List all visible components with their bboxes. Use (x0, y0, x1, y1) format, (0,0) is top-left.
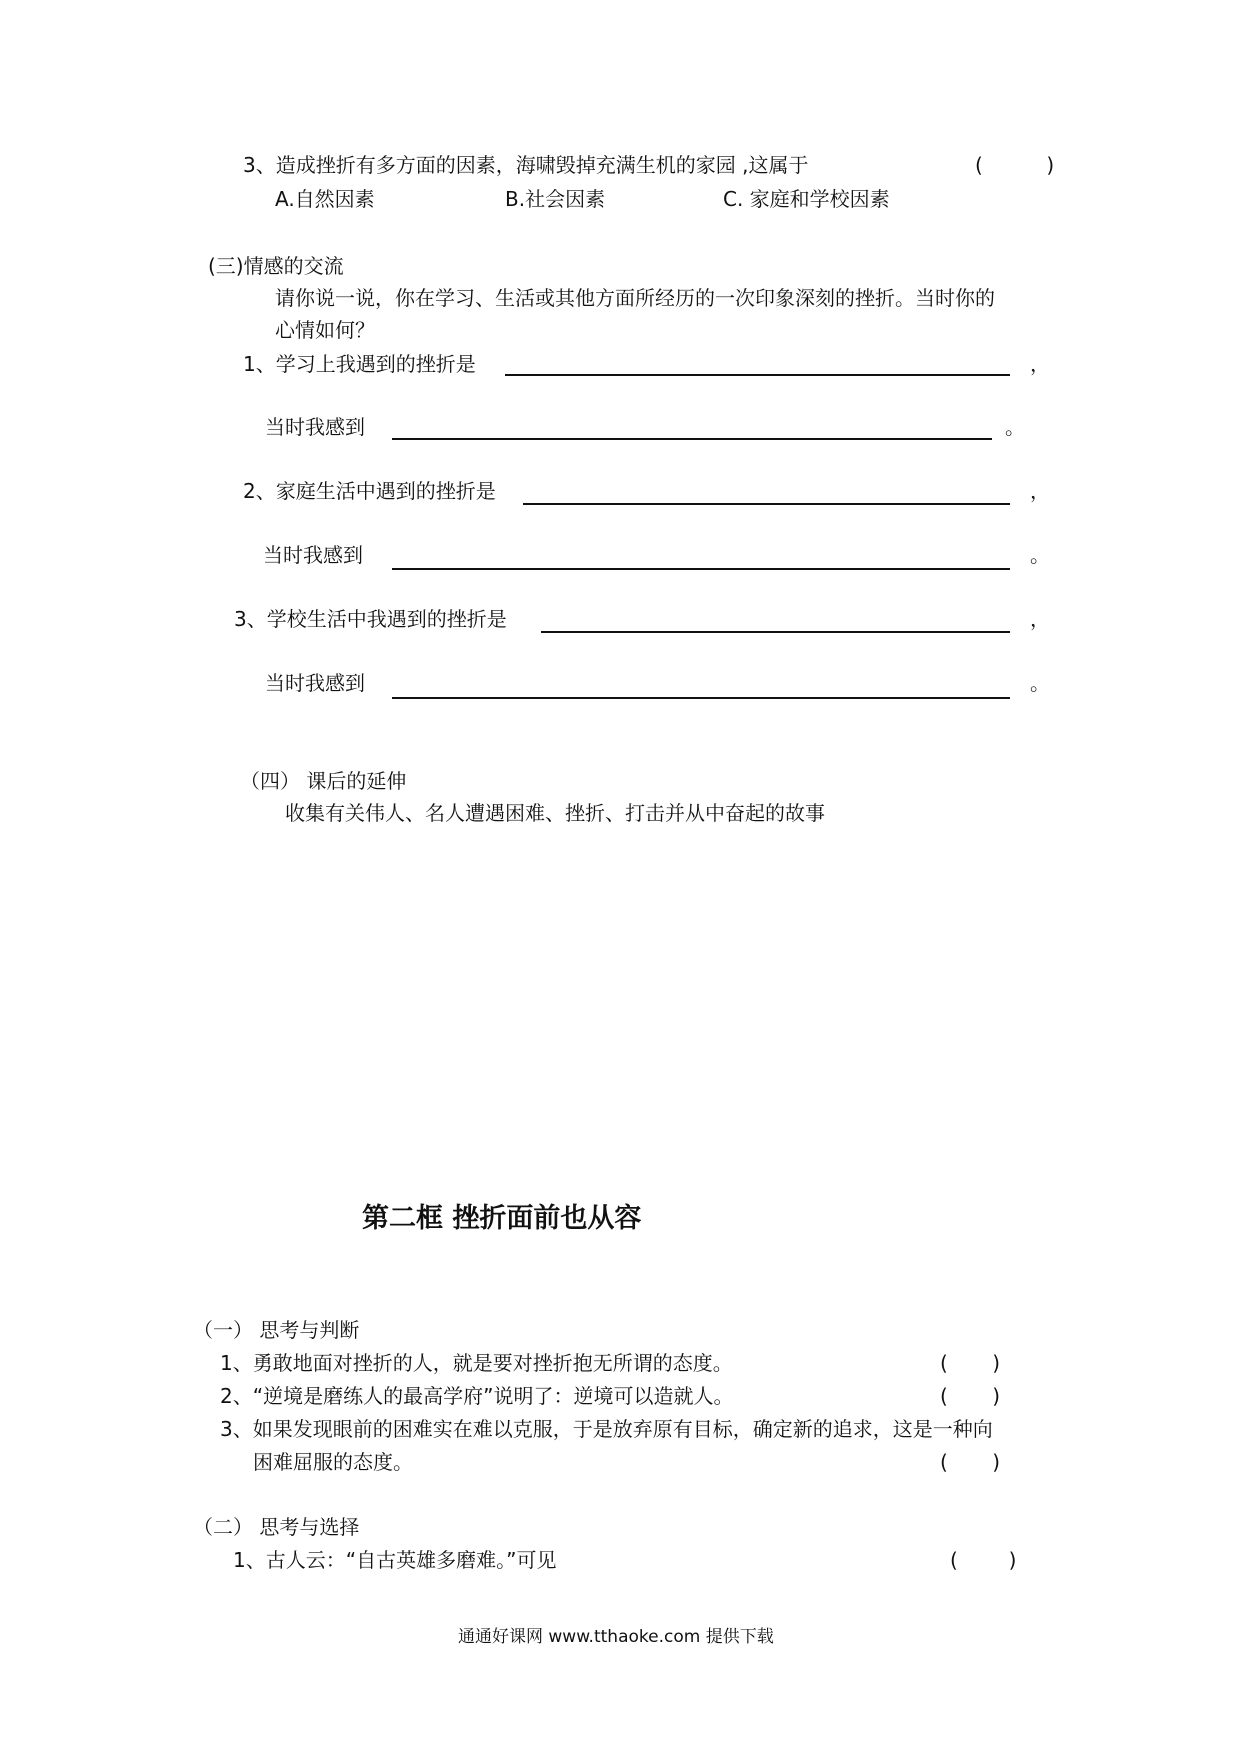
fill-blank-1[interactable] (505, 374, 1010, 376)
judge-item-1: 1、勇敢地面对挫折的人，就是要对挫折抱无所谓的态度。 (220, 1351, 733, 1375)
choice-parentheses-1[interactable]: ( ) (950, 1548, 1017, 1572)
feeling-label-3: 当时我感到 (265, 671, 365, 695)
period-2: 。 (1030, 543, 1050, 567)
feeling-blank-1[interactable] (392, 438, 992, 440)
comma-3: ， (1030, 607, 1050, 631)
fill-blank-2[interactable] (523, 503, 1010, 505)
judge-parentheses-1[interactable]: ( ) (940, 1351, 1001, 1375)
judge-item-3-continuation: 困难屈服的态度。 (253, 1450, 413, 1474)
fill-question-3: 3、学校生活中我遇到的挫折是 (234, 607, 507, 631)
option-b: B.社会因素 (505, 187, 606, 211)
choice-section-title: （二） 思考与选择 (193, 1515, 360, 1539)
judge-section-title: （一） 思考与判断 (193, 1318, 360, 1342)
option-a: A.自然因素 (275, 187, 375, 211)
feeling-blank-2[interactable] (392, 568, 1010, 570)
feeling-label-1: 当时我感到 (265, 415, 365, 439)
fill-question-1: 1、学习上我遇到的挫折是 (243, 352, 476, 376)
period-3: 。 (1030, 671, 1050, 695)
question-3-text: 3、造成挫折有多方面的因素，海啸毁掉充满生机的家园 ,这属于 (243, 153, 809, 177)
feeling-label-2: 当时我感到 (263, 543, 363, 567)
comma-1: ， (1030, 352, 1050, 376)
judge-parentheses-2[interactable]: ( ) (940, 1384, 1001, 1408)
part-2-heading: 第二框 挫折面前也从容 (362, 1203, 642, 1234)
choice-item-1: 1、古人云：“自古英雄多磨难。”可见 (233, 1548, 557, 1572)
section-4-title: （四） 课后的延伸 (240, 769, 407, 793)
fill-question-2: 2、家庭生活中遇到的挫折是 (243, 479, 496, 503)
feeling-blank-3[interactable] (392, 697, 1010, 699)
footer-credit: 通通好课网 www.tthaoke.com 提供下载 (458, 1627, 774, 1647)
comma-2: ， (1030, 479, 1050, 503)
section-3-title: (三)情感的交流 (208, 254, 344, 278)
judge-item-3: 3、如果发现眼前的困难实在难以克服，于是放弃原有目标，确定新的追求，这是一种向 (220, 1417, 993, 1441)
option-c: C. 家庭和学校因素 (723, 187, 890, 211)
judge-parentheses-3[interactable]: ( ) (940, 1450, 1001, 1474)
section-3-prompt-line2: 心情如何？ (275, 318, 375, 342)
section-4-text: 收集有关伟人、名人遭遇困难、挫折、打击并从中奋起的故事 (285, 801, 825, 825)
period-1: 。 (1005, 415, 1025, 439)
judge-item-2: 2、“逆境是磨练人的最高学府”说明了：逆境可以造就人。 (220, 1384, 734, 1408)
answer-parentheses[interactable]: ( ) (975, 153, 1055, 177)
section-3-prompt-line1: 请你说一说，你在学习、生活或其他方面所经历的一次印象深刻的挫折。当时你的 (275, 286, 995, 310)
fill-blank-3[interactable] (541, 631, 1010, 633)
